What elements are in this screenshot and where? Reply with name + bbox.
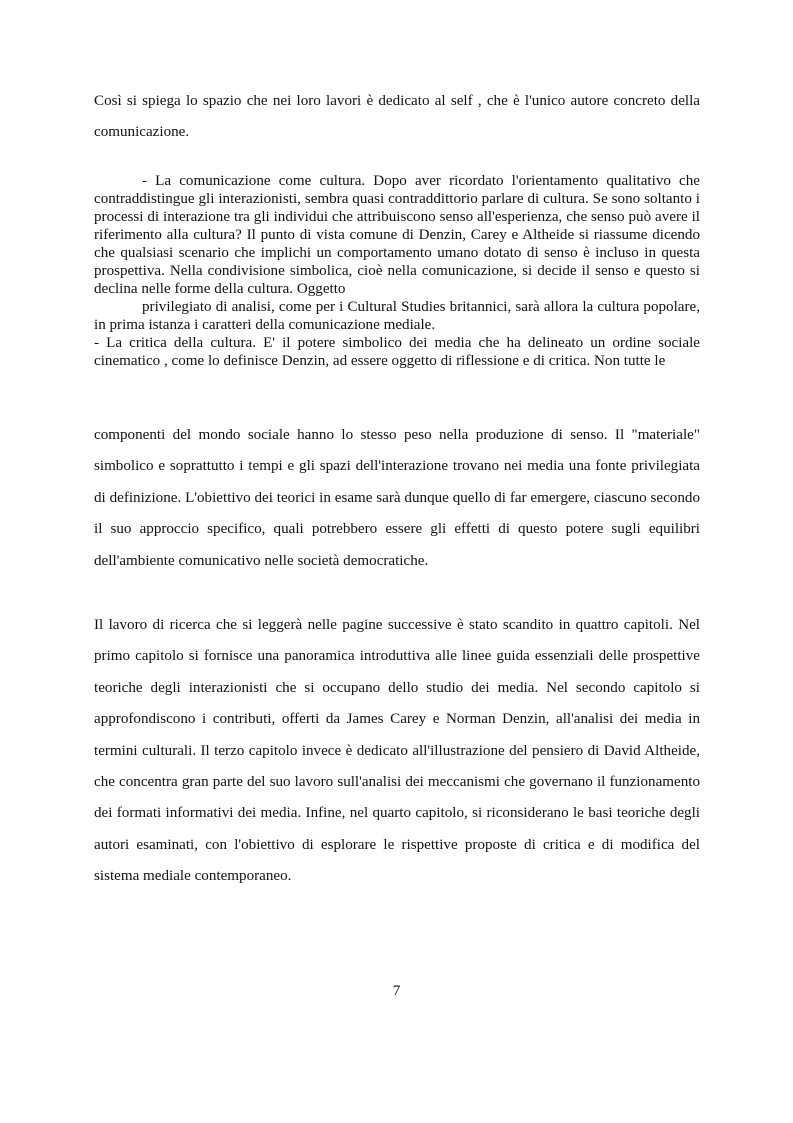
paragraph-block-culture — [94, 172, 700, 370]
paragraph-self: Così si spiega lo spazio che nei loro lavori è dedicato al self , che è l'unico autore concreto della comunicazione. — [94, 93, 700, 141]
paragraph-social-components: componenti del mondo sociale hanno lo stesso peso nella produzione di senso. Il "materiale" simbolico e soprattutto i tempi e gli spazi dell'interazione trovano nei media una fonte privilegiata di definizione. L'obiettivo dei teorici in esame sarà dunque quello di far emergere, ciascuno secondo il suo approccio specifico, quali potrebbero essere gli effetti di questo potere sugli equilibri dell'ambiente comunicativo nelle società democratiche. — [94, 427, 700, 569]
page-number: 7 — [392, 983, 401, 999]
paragraph-privileged-object: privilegiato di analisi, come per i Cultural Studies britannici, sarà allora la cultura popolare, in prima istanza i caratteri della comunicazione mediale. — [94, 299, 700, 333]
paragraph-communication-as-culture: - La comunicazione come cultura. Dopo aver ricordato l'orientamento qualitativo che contraddistingue gli interazionisti, sembra quasi contraddittorio parlare di cultura. Se sono soltanto i processi di interazione tra gli individui che attribuiscono senso all'esperienza, che senso può avere il riferimento alla cultura? Il punto di vista comune di Denzin, Carey e Altheide si riassume dicendo che qualsiasi scenario che implichi un comportamento umano dotato di senso è incluso in questa prospettiva. Nella condivisione simbolica, cioè nella comunicazione, si decide il senso e questo si declina nelle forme della cultura. Oggetto — [94, 173, 700, 297]
paragraph-research-outline: Il lavoro di ricerca che si leggerà nelle pagine successive è stato scandito in quattro capitoli. Nel primo capitolo si fornisce una panoramica introduttiva alle linee guida essenziali delle prospettive teoriche degli interazionisti che si occupano dello studio dei media. Nel secondo capitolo si approfondiscono i contributi, offerti da James Carey e Norman Denzin, all'analisi dei media in termini culturali. Il terzo capitolo invece è dedicato all'illustrazione del pensiero di David Altheide, che concentra gran parte del suo lavoro sull'analisi dei meccanismi che governano il funzionamento dei formati informativi dei media. Infine, nel quarto capitolo, si riconsiderano le basi teoriche degli autori esaminati, con l'obiettivo di esplorare le rispettive proposte di critica e di modifica del sistema mediale contemporaneo. — [94, 617, 700, 885]
paragraph-critique-of-culture: - La critica della cultura. E' il potere simbolico dei media che ha delineato un ordine sociale cinematico , come lo definisce Denzin, ad essere oggetto di riflessione e di critica. Non tutte le — [94, 335, 700, 369]
